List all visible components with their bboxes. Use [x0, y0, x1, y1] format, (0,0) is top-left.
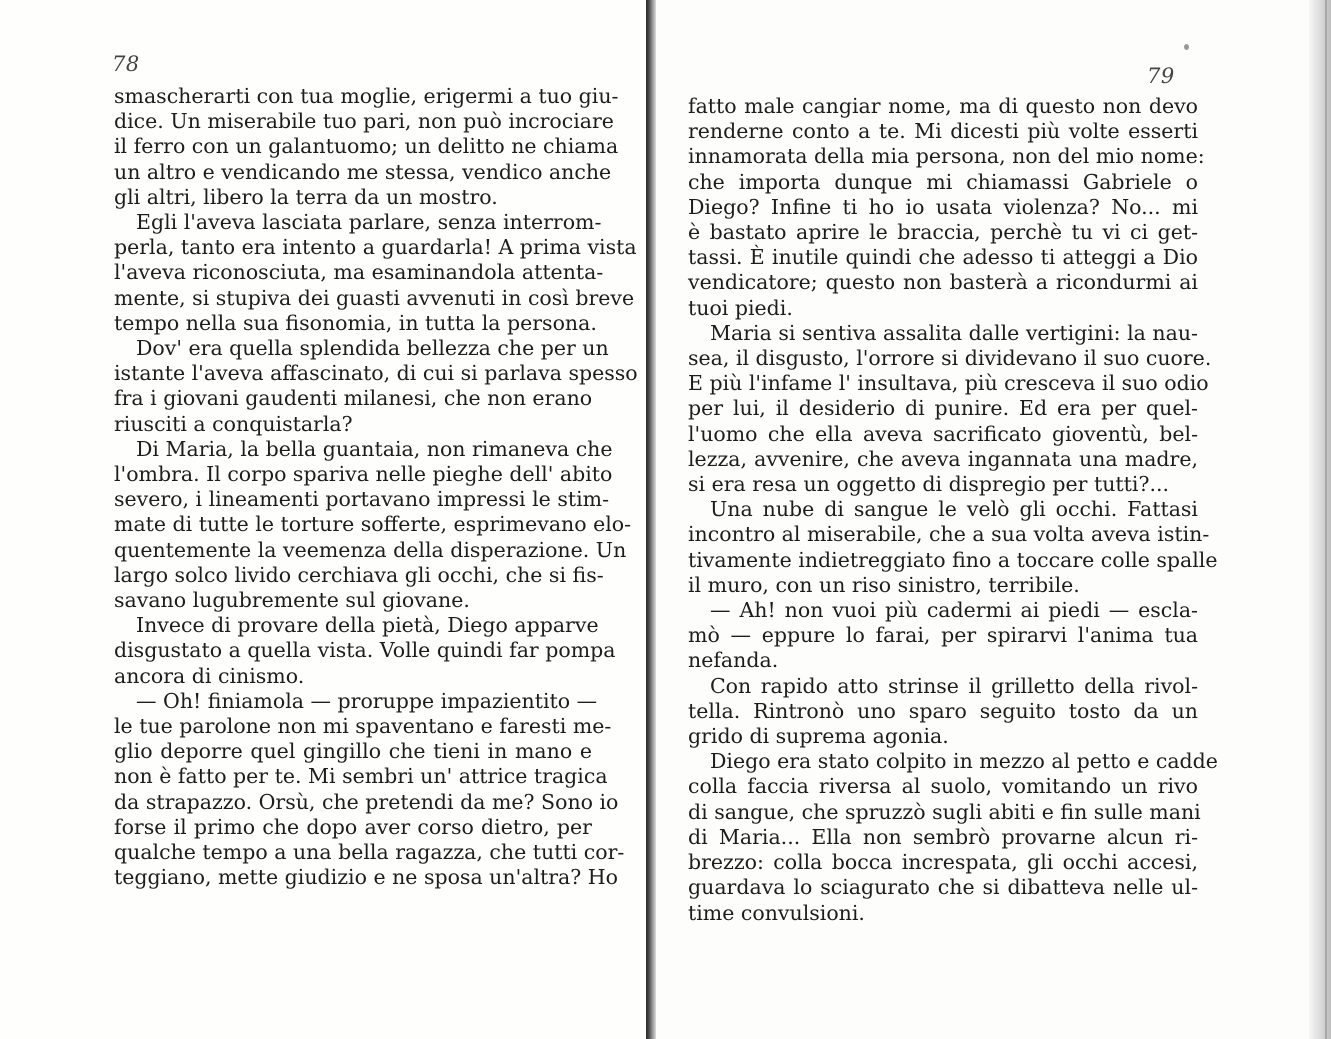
- text-line: dice. Un miserabile tuo pari, non può incrociare: [114, 109, 614, 134]
- right-page: [656, 0, 1331, 1039]
- text-line: Dov' era quella splendida bellezza che per un: [136, 336, 609, 361]
- text-line: riusciti a conquistarla?: [114, 411, 353, 436]
- text-line: time convulsioni.: [688, 900, 865, 925]
- text-line: il muro, con un riso sinistro, terribile.: [688, 572, 1080, 597]
- text-line: l'uomo che ella aveva sacrificato gioventù, bel-: [688, 421, 1198, 446]
- book-gutter: [646, 0, 656, 1039]
- text-line: ancora di cinismo.: [114, 663, 305, 688]
- text-line: tuoi piedi.: [688, 295, 793, 320]
- text-line: guardava lo sciagurato che si dibatteva nelle ul-: [688, 875, 1198, 900]
- text-line: Diego? Infine ti ho io usata violenza? No... mi: [688, 194, 1198, 219]
- text-line: innamorata della mia persona, non del mio nome:: [688, 144, 1205, 169]
- text-line: E più l'infame l' insultava, più cresceva il suo odio: [688, 371, 1209, 396]
- text-line: mente, si stupiva dei guasti avvenuti in così breve: [114, 285, 635, 310]
- text-line: un altro e vendicando me stessa, vendico anche: [114, 159, 612, 184]
- text-line: fatto male cangiar nome, ma di questo non devo: [688, 94, 1198, 118]
- text-line: Diego era stato colpito in mezzo al petto e cadde: [710, 749, 1218, 774]
- text-line: fra i giovani gaudenti milanesi, che non erano: [114, 386, 593, 411]
- text-line: tempo nella sua fisonomia, in tutta la persona.: [114, 310, 597, 335]
- text-line: Una nube di sangue le velò gli occhi. Fattasi: [710, 497, 1198, 522]
- text-line: teggiano, mette giudizio e ne sposa un'altra? Ho: [114, 865, 618, 890]
- text-line: mate di tutte le torture sofferte, esprimevano elo-: [114, 512, 632, 537]
- text-line: severo, i lineamenti portavano impressi le stim-: [114, 487, 610, 512]
- text-line: glio deporre quel gingillo che tieni in mano e: [114, 739, 592, 764]
- text-line: — Oh! finiamola — proruppe impazientito —: [136, 688, 598, 713]
- text-line: tassi. È inutile quindi che adesso ti atteggi a Dio: [688, 245, 1198, 270]
- text-line: sea, il disgusto, l'orrore si dividevano il suo cuore.: [688, 346, 1212, 371]
- text-line: l'ombra. Il corpo spariva nelle pieghe dell' abito: [114, 462, 613, 487]
- text-line: Con rapido atto strinse il grilletto della rivol-: [710, 673, 1198, 698]
- text-line: forse il primo che dopo aver corso dietro, per: [114, 814, 592, 839]
- left-page-text: [114, 84, 638, 891]
- text-line: Di Maria, la bella guantaia, non rimaneva che: [136, 436, 613, 461]
- text-line: non è fatto per te. Mi sembri un' attrice tragica: [114, 764, 608, 789]
- text-line: è bastato aprire le braccia, perchè tu vi ci get-: [688, 220, 1198, 245]
- text-line: le tue parolone non mi spaventano e faresti me-: [114, 714, 612, 739]
- text-line: savano lugubremente sul giovane.: [114, 588, 470, 613]
- left-page: [0, 0, 648, 1039]
- text-line: renderne conto a te. Mi dicesti più volte esserti: [688, 119, 1198, 144]
- text-line: tella. Rintronò uno sparo seguito tosto da un: [688, 698, 1198, 723]
- text-line: grido di suprema agonia.: [688, 724, 949, 749]
- text-line: brezzo: colla bocca increspata, gli occhi accesi,: [688, 850, 1198, 875]
- text-line: mò — eppure lo farai, per spirarvi l'anima tua: [688, 623, 1198, 648]
- text-line: qualche tempo a una bella ragazza, che tutti cor-: [114, 840, 625, 865]
- text-line: colla faccia riversa al suolo, vomitando un rivo: [688, 774, 1198, 799]
- text-line: lezza, avvenire, che aveva ingannata una madre,: [688, 446, 1198, 471]
- text-line: quentemente la veemenza della disperazione. Un: [114, 537, 627, 562]
- text-line: Maria si sentiva assalita dalle vertigini: la nau-: [710, 320, 1198, 345]
- right-page-text: [688, 94, 1218, 926]
- text-line: di sangue, che spruzzò sugli abiti e fin sulle mani: [688, 799, 1201, 824]
- text-line: gli altri, libero la terra da un mostro.: [114, 184, 498, 209]
- text-line: — Ah! non vuoi più cadermi ai piedi — escla-: [710, 598, 1198, 623]
- text-line: largo solco livido cerchiava gli occhi, che si fis-: [114, 562, 604, 587]
- text-line: che importa dunque mi chiamassi Gabriele o: [688, 169, 1198, 194]
- text-line: Invece di provare della pietà, Diego apparve: [136, 613, 599, 638]
- text-line: si era resa un oggetto di dispregio per tutti?...: [688, 472, 1169, 497]
- print-speck: [1184, 44, 1189, 50]
- text-line: incontro al miserabile, che a sua volta aveva istin-: [688, 522, 1210, 547]
- text-line: di Maria... Ella non sembrò provarne alcun ri-: [688, 824, 1198, 849]
- text-line: vendicatore; questo non basterà a ricondurmi ai: [688, 270, 1198, 295]
- text-line: per lui, il desiderio di punire. Ed era per quel-: [688, 396, 1198, 421]
- text-line: Egli l'aveva lasciata parlare, senza interrom-: [136, 210, 602, 235]
- text-line: tivamente indietreggiato fino a toccare colle spalle: [688, 547, 1218, 572]
- text-line: da strapazzo. Orsù, che pretendi da me? Sono io: [114, 789, 619, 814]
- text-line: istante l'aveva affascinato, di cui si parlava spesso: [114, 361, 638, 386]
- text-line: nefanda.: [688, 648, 779, 673]
- page-number-left: 78: [112, 52, 140, 76]
- text-line: perla, tanto era intento a guardarla! A prima vista: [114, 235, 637, 260]
- page-number-right: 79: [1147, 64, 1175, 88]
- text-line: smascherarti con tua moglie, erigermi a tuo giu-: [114, 84, 619, 108]
- book-edge: [1309, 0, 1331, 1039]
- text-line: il ferro con un galantuomo; un delitto ne chiama: [114, 134, 619, 159]
- text-line: l'aveva riconosciuta, ma esaminandola attenta-: [114, 260, 604, 285]
- text-line: disgustato a quella vista. Volle quindi far pompa: [114, 638, 616, 663]
